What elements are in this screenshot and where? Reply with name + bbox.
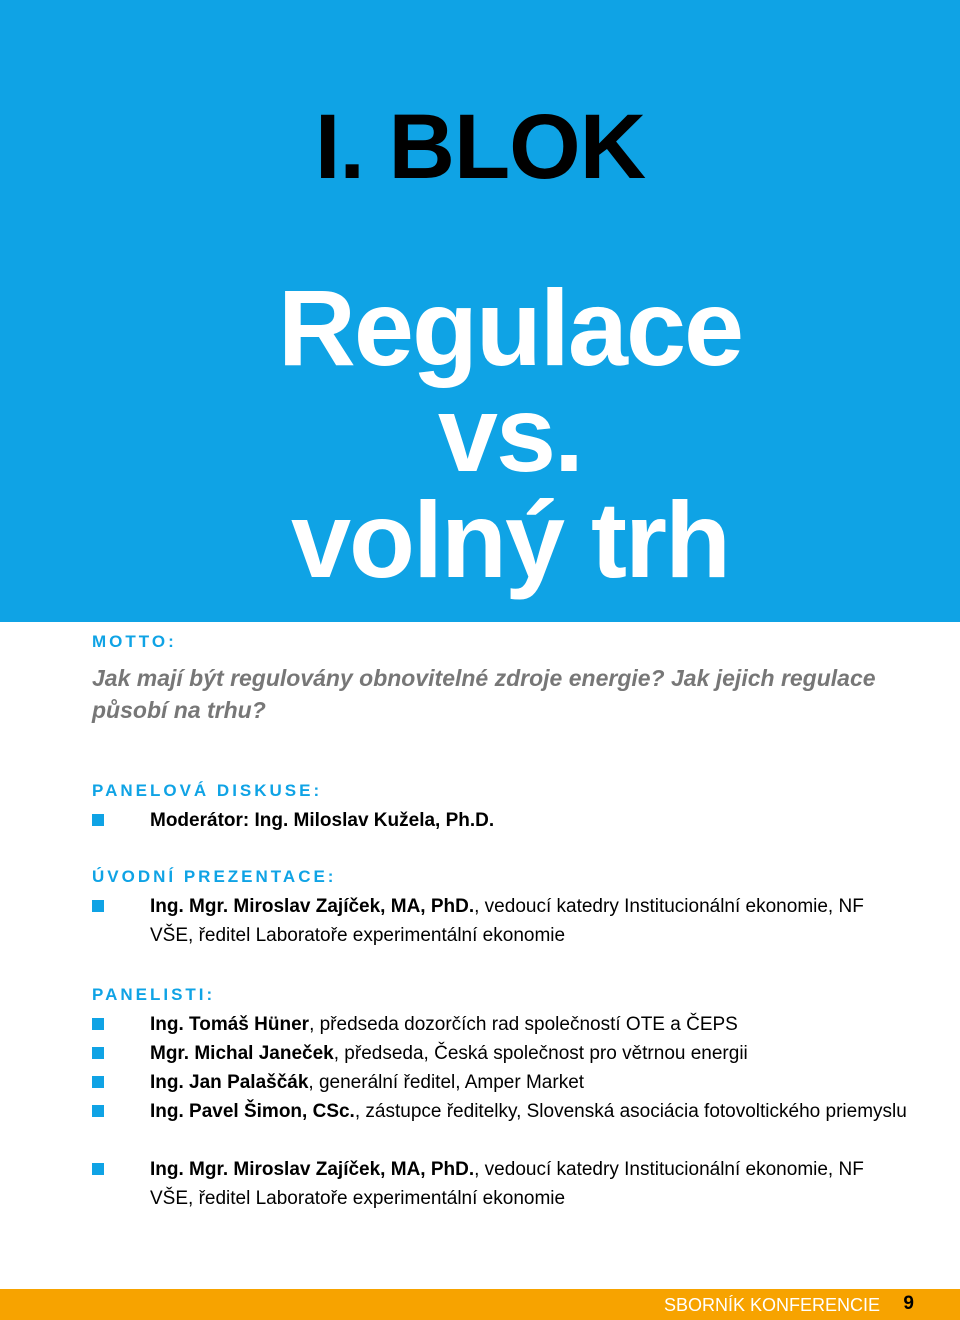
intro-label: ÚVODNÍ PREZENTACE: bbox=[92, 867, 337, 886]
main-title bbox=[200, 267, 820, 600]
page-number: 9 bbox=[903, 1293, 914, 1314]
title-line: volný trh bbox=[290, 479, 730, 600]
footer-bar bbox=[0, 1289, 960, 1320]
motto-label: MOTTO: bbox=[92, 632, 177, 651]
person-role: , předseda, Česká společnost pro větrnou energii bbox=[333, 1043, 748, 1064]
square-bullet-icon bbox=[92, 1105, 104, 1117]
person-name: Moderátor: Ing. Miloslav Kužela, Ph.D. bbox=[150, 810, 495, 831]
person-name: Ing. Tomáš Hüner bbox=[150, 1014, 310, 1035]
panelists-label: PANELISTI: bbox=[92, 985, 216, 1004]
block-title: I. BLOK bbox=[314, 96, 646, 198]
person-name: Ing. Jan Palaščák bbox=[150, 1072, 309, 1093]
square-bullet-icon bbox=[92, 1163, 104, 1175]
title-line: vs. bbox=[437, 373, 583, 494]
person-name: Ing. Mgr. Miroslav Zajíček, MA, PhD. bbox=[150, 896, 475, 917]
panel-label: PANELOVÁ DISKUSE: bbox=[92, 781, 323, 800]
title-line: Regulace bbox=[277, 267, 743, 388]
square-bullet-icon bbox=[92, 900, 104, 912]
person-role: , předseda dozorčích rad společností OTE a ČEPS bbox=[309, 1014, 738, 1035]
square-bullet-icon bbox=[92, 1047, 104, 1059]
person-role: , vedoucí katedry Institucionální ekonomie, NF VŠE, ředitel Laboratoře experimentální ekonomie bbox=[150, 896, 864, 946]
footer-label: SBORNÍK KONFERENCIE bbox=[663, 1295, 880, 1315]
person-role: , vedoucí katedry Institucionální ekonomie, NF VŠE, ředitel Laboratoře experimentální ekonomie bbox=[150, 1159, 864, 1209]
square-bullet-icon bbox=[92, 1076, 104, 1088]
person-role: , zástupce ředitelky, Slovenská asociácia fotovoltického priemyslu bbox=[354, 1101, 907, 1122]
person-name: Ing. Mgr. Miroslav Zajíček, MA, PhD. bbox=[150, 1159, 475, 1180]
square-bullet-icon bbox=[92, 1018, 104, 1030]
square-bullet-icon bbox=[92, 814, 104, 826]
person-name: Ing. Pavel Šimon, CSc. bbox=[150, 1101, 355, 1122]
motto-text: Jak mají být regulovány obnovitelné zdroje energie? Jak jejich regulace působí na trhu? bbox=[92, 665, 876, 723]
person-role: , generální ředitel, Amper Market bbox=[308, 1072, 585, 1093]
person-name: Mgr. Michal Janeček bbox=[150, 1043, 334, 1064]
hero-banner bbox=[0, 0, 960, 622]
